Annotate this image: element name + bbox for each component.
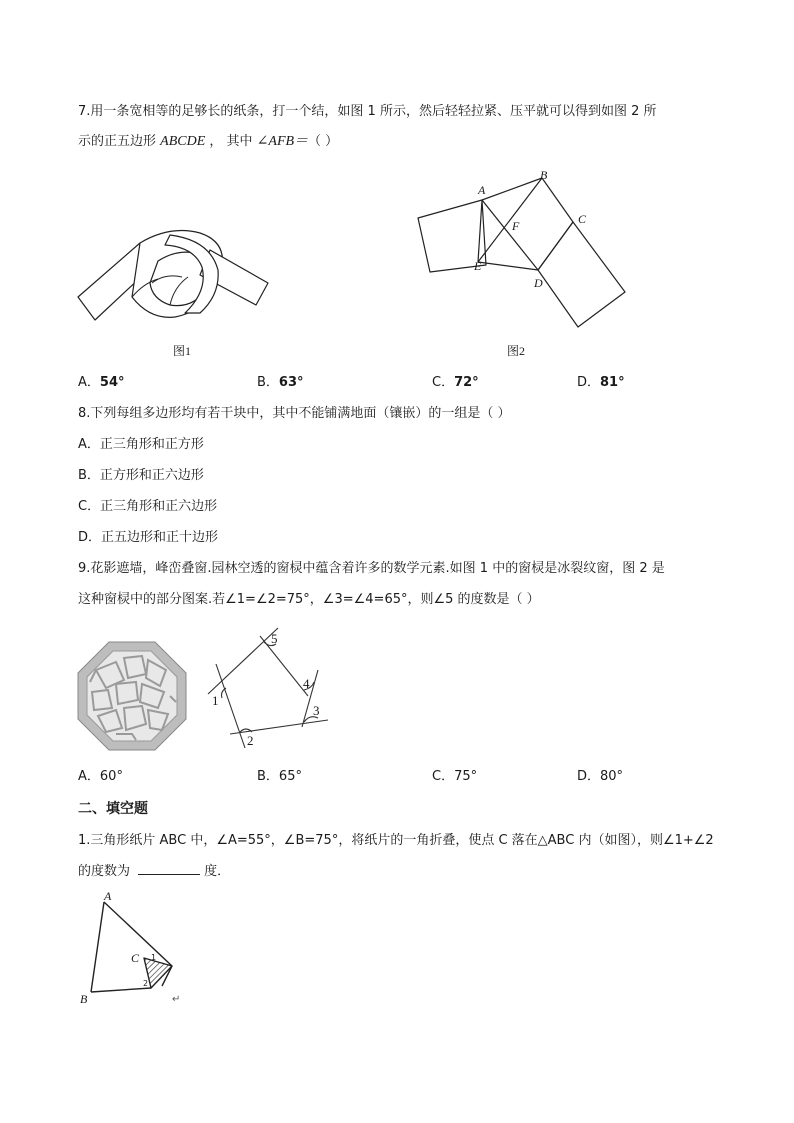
q9-angle-5-label: 5 bbox=[271, 631, 278, 646]
q8-stem: 8.下列每组多边形均有若干块中，其中不能铺满地面（镶嵌）的一组是（ ） bbox=[78, 406, 511, 421]
fill1-label-b: B bbox=[80, 992, 88, 1006]
q7-option-d[interactable]: D．81° bbox=[577, 375, 625, 390]
fill1-answer-blank[interactable] bbox=[138, 862, 200, 875]
q9-figure2-pentagon-angles bbox=[200, 622, 335, 757]
q8-option-b[interactable]: B．正方形和正六边形 bbox=[78, 468, 204, 483]
q8-option-d[interactable]: D．正五边形和正十边形 bbox=[78, 530, 219, 545]
q7-option-c[interactable]: C．72° bbox=[432, 375, 479, 390]
q7-stem-line2 bbox=[78, 133, 338, 151]
fill1-unit: 度． bbox=[204, 864, 231, 879]
q7-fig2-label-f: F bbox=[512, 219, 520, 233]
q7-fig2-label-c: C bbox=[578, 212, 587, 226]
q7-option-b[interactable]: B．63° bbox=[257, 375, 304, 390]
q7-stem-text: 示的正五边形 bbox=[78, 134, 161, 149]
q8-option-c[interactable]: C．正三角形和正六边形 bbox=[78, 499, 218, 514]
q9-angle-1-label: 1 bbox=[212, 693, 219, 708]
return-mark: ↵ bbox=[172, 994, 181, 1005]
q7-fig2-label-d: D bbox=[534, 276, 543, 290]
fill1-triangle-figure bbox=[86, 900, 186, 1000]
q9-option-a[interactable]: A．60° bbox=[78, 769, 123, 784]
q7-figure1-knot bbox=[70, 225, 280, 330]
q7-figure2-caption: 图2 bbox=[507, 344, 526, 358]
fill1-label-c: C bbox=[131, 951, 140, 965]
q7-option-a[interactable]: A．54° bbox=[78, 375, 125, 390]
fill1-stem-line2 bbox=[78, 862, 230, 881]
q7-angle-afb: ∠AFB＝ bbox=[256, 134, 309, 149]
q9-option-c[interactable]: C．75° bbox=[432, 769, 478, 784]
q7-figure1-caption: 图1 bbox=[173, 344, 192, 358]
q9-stem-line1: 9.花影遮墙，峰峦叠窗.园林空透的窗棂中蕴含着许多的数学元素.如图 1 中的窗棂是冰裂纹窗，图 2 是 bbox=[78, 561, 665, 576]
q9-angle-3-label: 3 bbox=[313, 703, 320, 718]
q7-fig2-label-b: B bbox=[540, 168, 548, 182]
q9-option-d[interactable]: D．80° bbox=[577, 769, 624, 784]
q9-angle-4-label: 4 bbox=[303, 676, 310, 691]
q9-option-b[interactable]: B．65° bbox=[257, 769, 302, 784]
q7-stem-line1: 7.用一条宽相等的足够长的纸条，打一个结，如图 1 所示，然后轻轻拉紧、压平就可以得到如图 2 所 bbox=[78, 104, 657, 119]
fill1-label-2: 2 bbox=[143, 979, 149, 988]
fill1-stem-text: 的度数为 bbox=[78, 864, 135, 879]
q9-stem-line2: 这种窗棂中的部分图案.若∠1=∠2=75°，∠3=∠4=65°，则∠5 的度数是（ ） bbox=[78, 592, 540, 607]
q7-fig2-label-e: E bbox=[474, 259, 482, 273]
section2-heading: 二、填空题 bbox=[78, 801, 148, 817]
q7-fig2-label-a: A bbox=[478, 183, 486, 197]
q8-option-a[interactable]: A．正三角形和正方形 bbox=[78, 437, 204, 452]
q9-figure1-lattice-window bbox=[76, 640, 188, 752]
q7-answer-paren: （ ） bbox=[308, 134, 339, 149]
fill1-label-1: 1 bbox=[151, 953, 157, 962]
q9-angle-2-label: 2 bbox=[247, 733, 254, 748]
q7-pentagon-name: ABCDE bbox=[160, 134, 206, 149]
q7-stem-mid: ， 其中 bbox=[205, 134, 257, 149]
q7-figure2-pentagon bbox=[410, 170, 635, 330]
fill1-stem-line1: 1.三角形纸片 ABC 中，∠A=55°，∠B=75°，将纸片的一角折叠，使点 C 落在△ABC 内（如图），则∠1+∠2 bbox=[78, 833, 714, 848]
fill1-label-a: A bbox=[104, 889, 112, 903]
